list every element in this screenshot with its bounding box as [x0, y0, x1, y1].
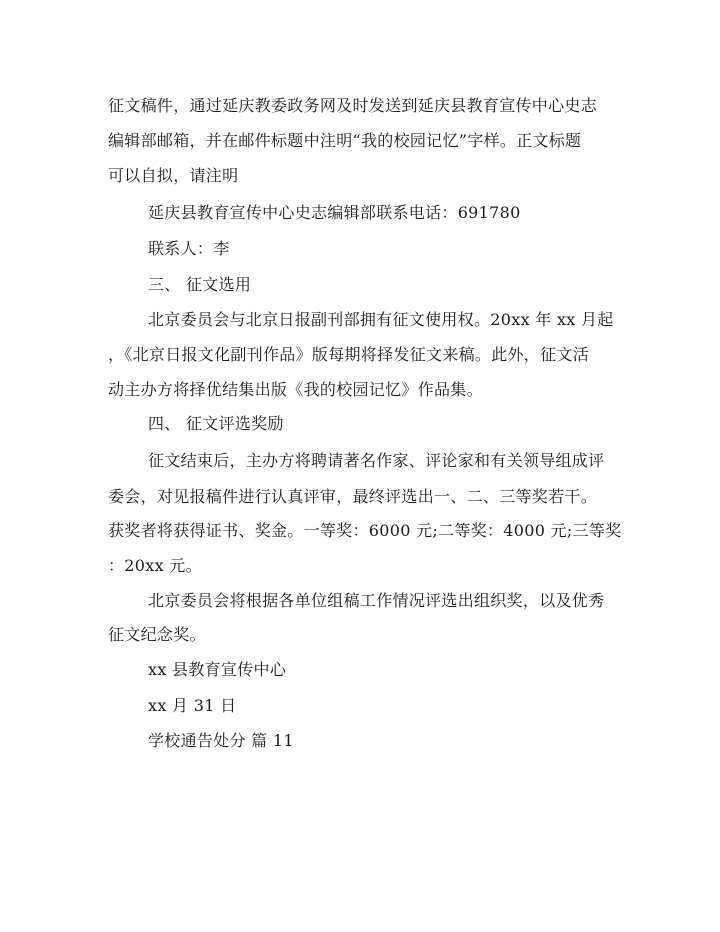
contact-person-line: 联系人：李: [148, 239, 230, 258]
paragraph-line: 编辑部邮箱，并在邮件标题中注明“我的校园记忆”字样。正文标题: [108, 131, 582, 150]
paragraph-line: 征文稿件，通过延庆教委政务网及时发送到延庆县教育宣传中心史志: [108, 96, 598, 115]
paragraph-line: 征文结束后，主办方将聘请著名作家、评论家和有关领导组成评: [148, 451, 605, 470]
paragraph-line: ：20xx 元。: [108, 556, 202, 575]
article-title: 学校通告处分 篇 11: [148, 731, 294, 750]
paragraph-line: 北京委员会将根据各单位组稿工作情况评选出组织奖，以及优秀: [148, 591, 605, 610]
paragraph-line: 获奖者将获得证书、奖金。一等奖：6000 元;二等奖：4000 元;三等奖: [108, 521, 622, 540]
date-line: xx 月 31 日: [148, 696, 237, 715]
paragraph-line: 动主办方将择优结集出版《我的校园记忆》作品集。: [108, 380, 483, 399]
contact-phone-line: 延庆县教育宣传中心史志编辑部联系电话：691780: [148, 203, 521, 222]
paragraph-line: ，《北京日报文化副刊作品》版每期将择发征文来稿。此外，征文活: [108, 345, 590, 364]
section-heading: 三、 征文选用: [148, 275, 252, 294]
paragraph-line: 北京委员会与北京日报副刊部拥有征文使用权。20xx 年 xx 月起: [148, 310, 614, 329]
issuer-line: xx 县教育宣传中心: [148, 660, 287, 679]
section-heading: 四、 征文评选奖励: [148, 414, 284, 433]
paragraph-line: 征文纪念奖。: [108, 625, 206, 644]
paragraph-line: 可以自拟，请注明: [108, 166, 239, 185]
paragraph-line: 委会，对见报稿件进行认真评审，最终评选出一、二、三等奖若干。: [108, 487, 598, 506]
